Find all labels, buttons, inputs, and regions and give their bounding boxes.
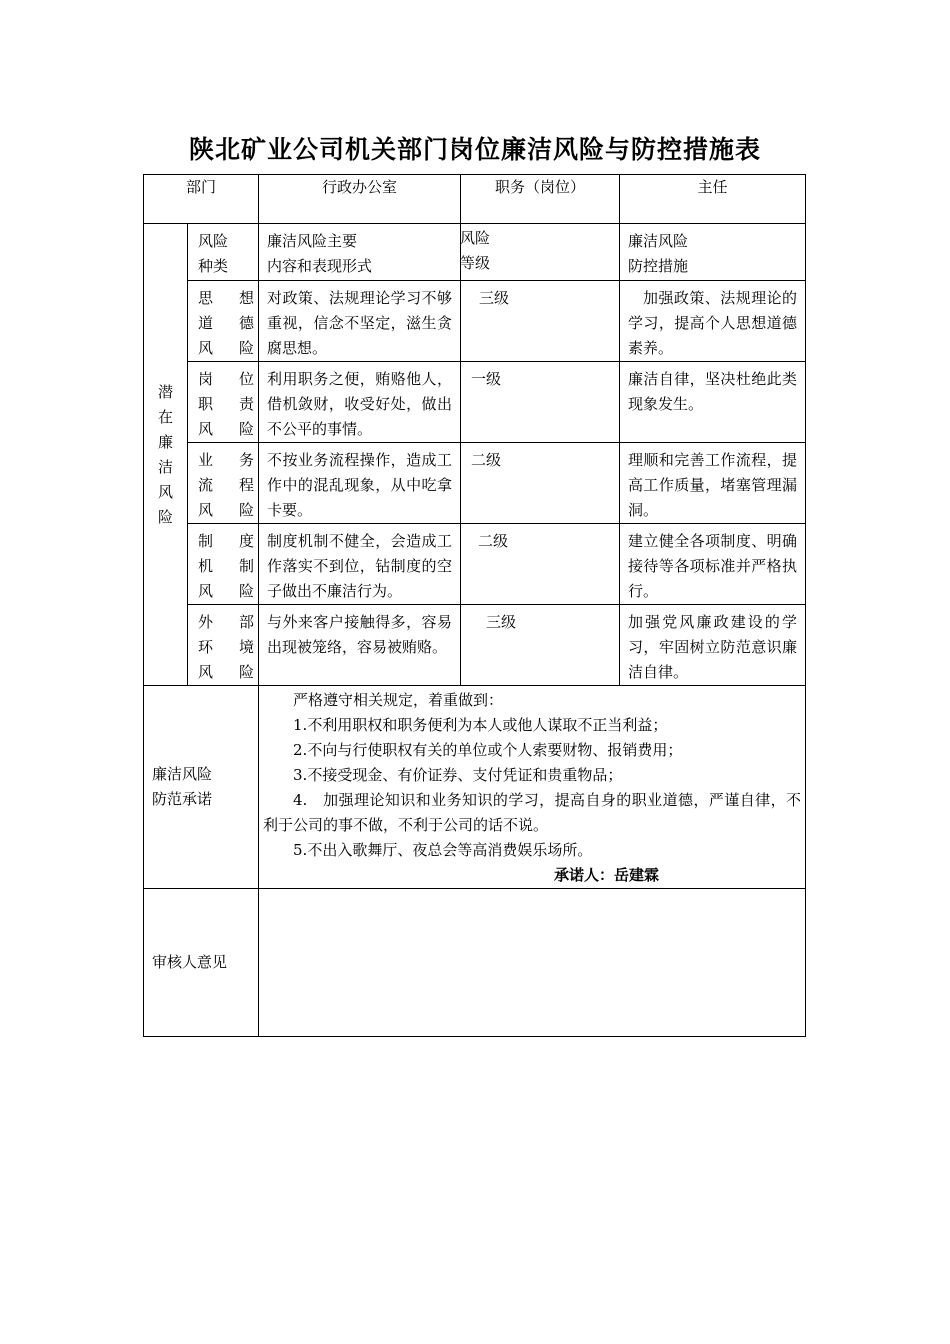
risk-control-table [143,174,806,1037]
dept-label: 部门 [144,175,259,224]
pledge-item: 4. 加强理论知识和业务知识的学习，提高自身的职业道德，严谨自律，不利于公司的事不做，不利于公司的话不说。 [263,791,802,834]
pledge-item: 5.不出入歌舞厅、夜总会等高消费娱乐场所。 [293,841,593,859]
risk-content: 与外来客户接触得多，容易出现被笼络，容易被贿赂。 [259,605,461,686]
post-value: 主任 [620,175,806,224]
risk-level: 二级 [461,443,620,524]
pledge-label: 廉洁风险 防范承诺 [144,686,259,889]
col-measure-header: 廉洁风险 防控措施 [620,224,806,281]
pledge-row [144,686,806,889]
post-label: 职务（岗位） [461,175,620,224]
risk-level: 一级 [461,362,620,443]
risk-measure: 加强政策、法规理论的学习，提高个人思想道德素养。 [620,281,806,362]
risk-content: 利用职务之便，贿赂他人，借机敛财，收受好处，做出不公平的事情。 [259,362,461,443]
col-type-header: 风险 种类 [188,224,259,281]
risk-measure: 加强党风廉政建设的学习，牢固树立防范意识廉洁自律。 [620,605,806,686]
pledge-item: 2.不向与行使职权有关的单位或个人索要财物、报销费用； [293,741,683,759]
risk-type: 外部 环 境 风险 [188,605,259,686]
review-label: 审核人意见 [144,889,259,1037]
risk-measure: 理顺和完善工作流程，提高工作质量，堵塞管理漏洞。 [620,443,806,524]
risk-row [144,281,806,362]
header-row [144,175,806,224]
risk-type: 业务 流程 风险 [188,443,259,524]
col-level-header: 风险 等级 [461,224,620,281]
pledge-item: 1.不利用职权和职务便利为本人或他人谋取不正当利益； [293,716,668,734]
review-row [144,889,806,1037]
risk-level: 三级 [461,281,620,362]
dept-value: 行政办公室 [259,175,461,224]
risk-row [144,524,806,605]
risk-level: 三级 [461,605,620,686]
review-content[interactable] [259,889,806,1037]
risk-side-label: 潜 在 廉 洁 风 险 [144,224,188,686]
pledge-content [259,686,806,889]
pledge-item: 3.不接受现金、有价证券、支付凭证和贵重物品； [293,766,623,784]
risk-level: 二级 [461,524,620,605]
col-content-header: 廉洁风险主要 内容和表现形式 [259,224,461,281]
risk-column-headers [144,224,806,281]
pledge-signer: 承诺人：岳建霖 [554,866,660,884]
risk-type: 制度 机 制 风险 [188,524,259,605]
risk-type: 岗位 职责 风险 [188,362,259,443]
page-title: 陕北矿业公司机关部门岗位廉洁风险与防控措施表 [188,135,761,164]
risk-measure: 廉洁自律，坚决杜绝此类现象发生。 [620,362,806,443]
risk-type: 思想 道德 风险 [188,281,259,362]
risk-row [144,362,806,443]
risk-content: 对政策、法规理论学习不够重视，信念不坚定，滋生贪腐思想。 [259,281,461,362]
risk-row [144,443,806,524]
risk-row [144,605,806,686]
risk-content: 制度机制不健全，会造成工作落实不到位，钻制度的空子做出不廉洁行为。 [259,524,461,605]
risk-measure: 建立健全各项制度、明确接待等各项标准并严格执行。 [620,524,806,605]
pledge-intro: 严格遵守相关规定，着重做到： [293,691,504,709]
risk-content: 不按业务流程操作，造成工作中的混乱现象，从中吃拿卡要。 [259,443,461,524]
